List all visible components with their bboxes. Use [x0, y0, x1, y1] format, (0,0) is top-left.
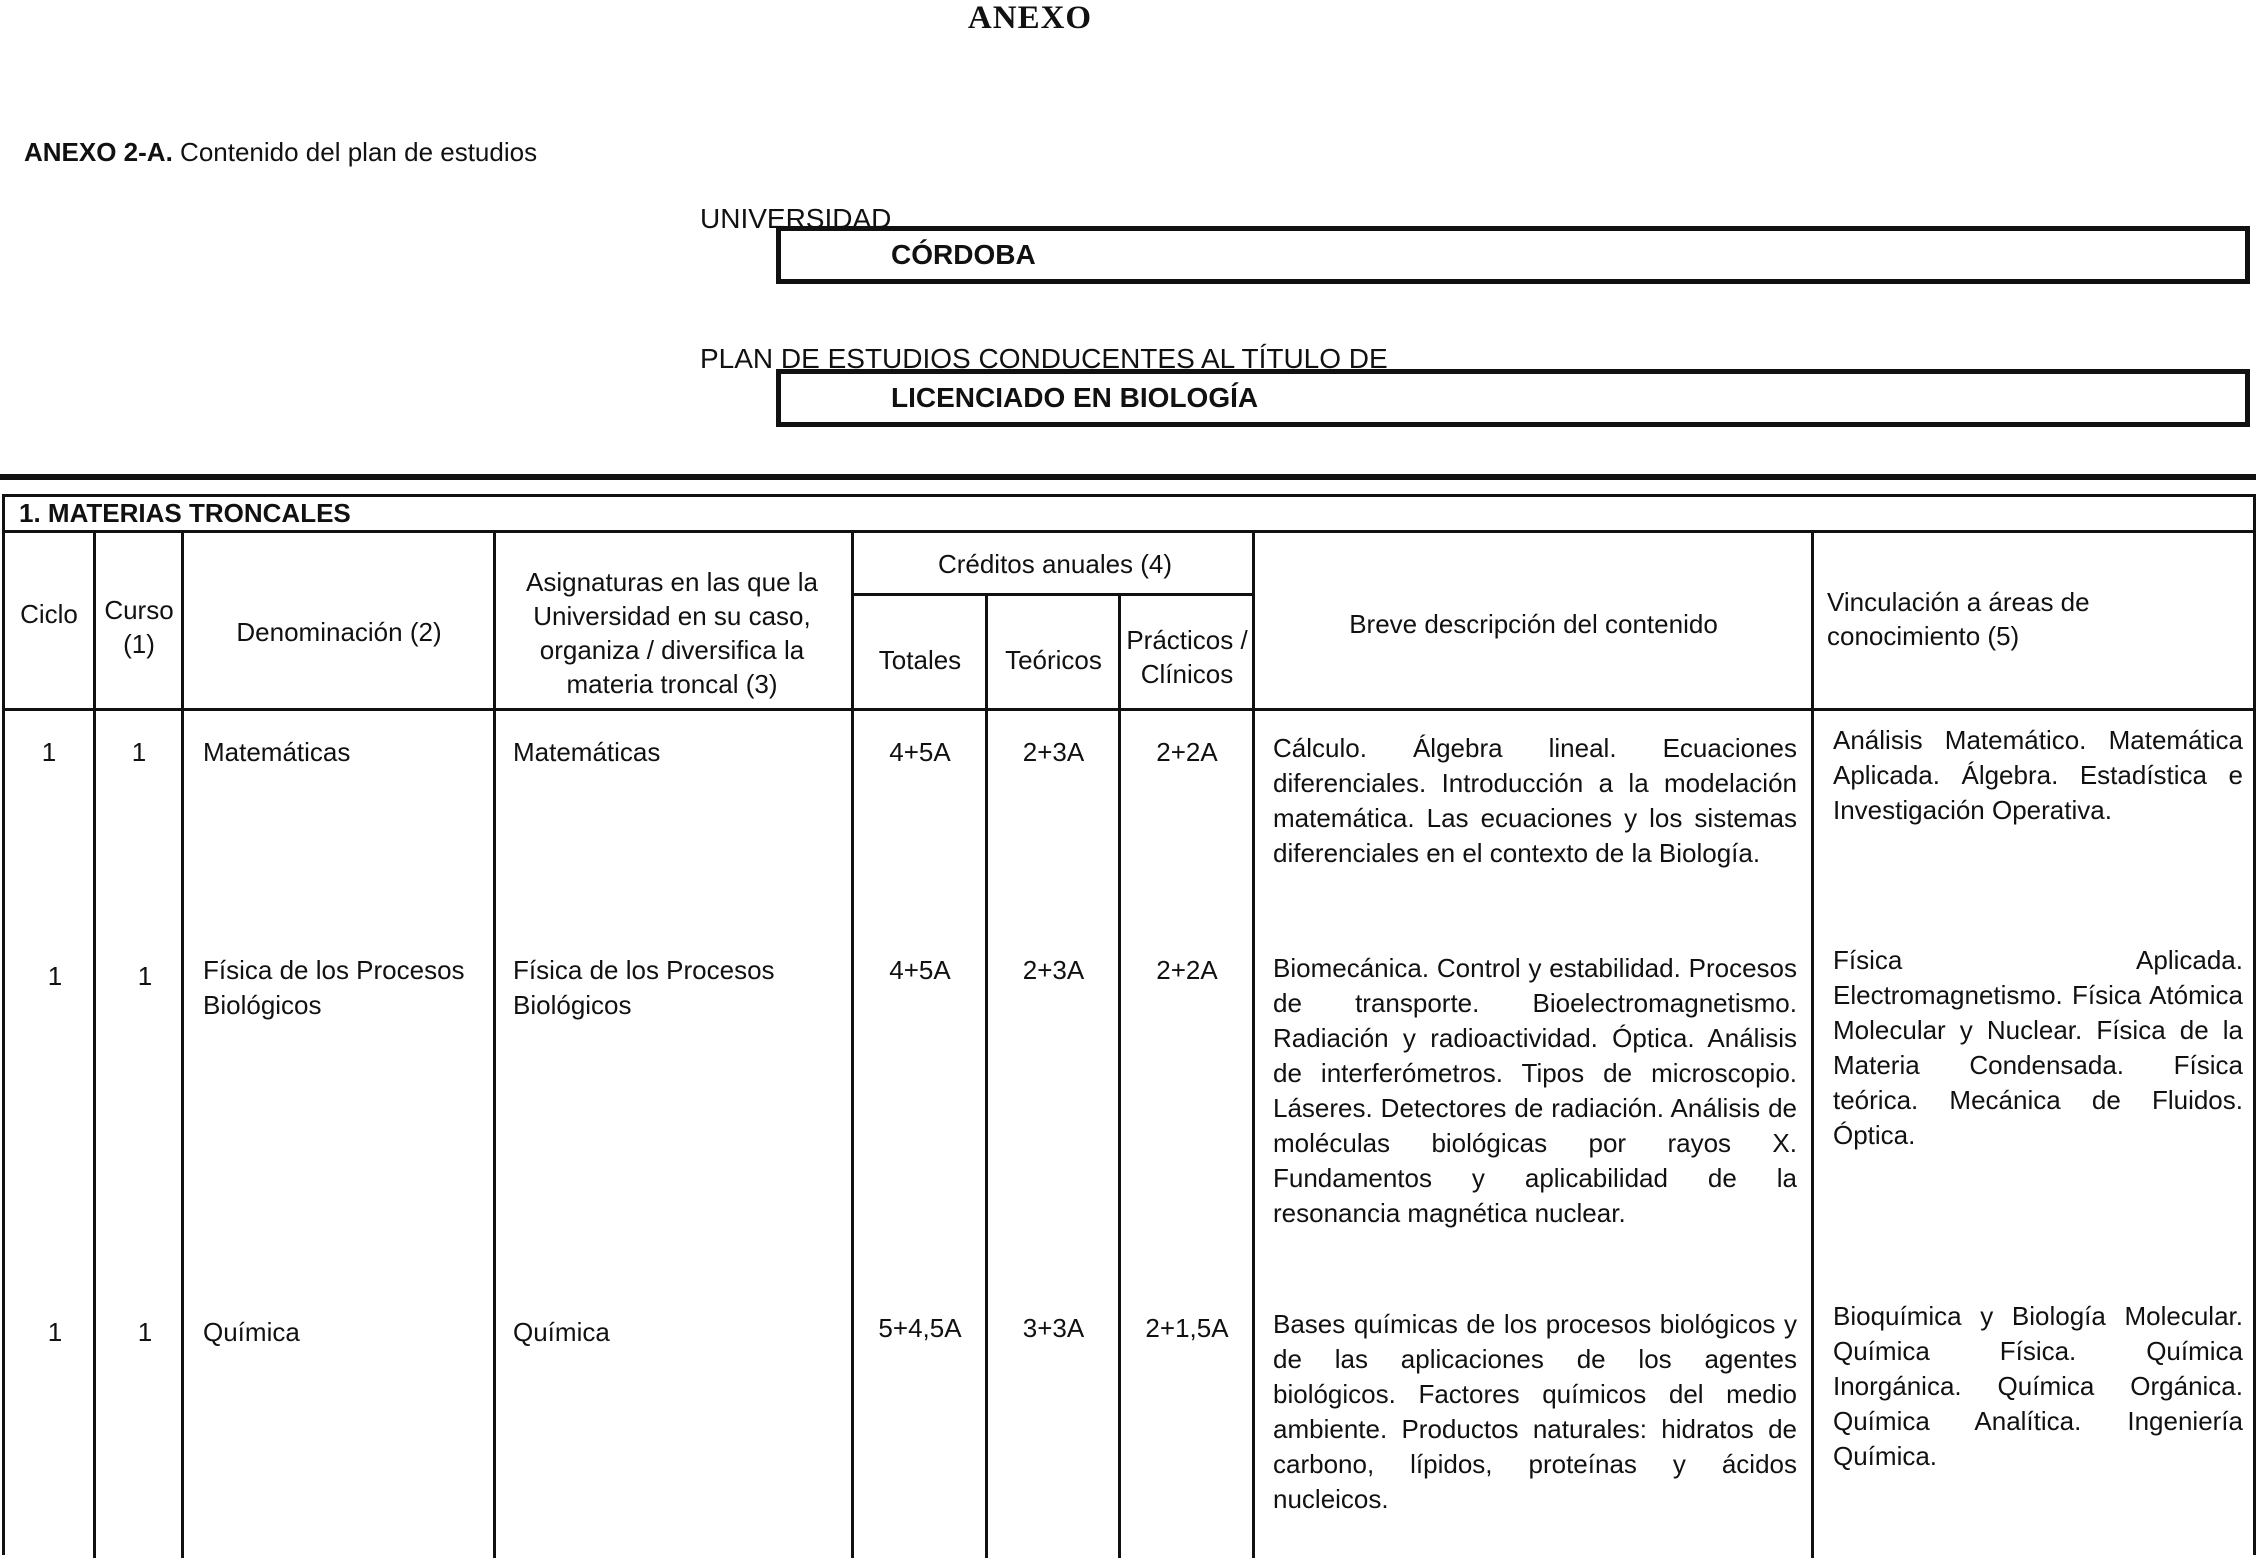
annex-text: Contenido del plan de estudios — [180, 137, 538, 167]
col-divider — [1252, 533, 1255, 1558]
header-descripcion: Breve descripción del contenido — [1349, 609, 1718, 639]
plan-box — [776, 369, 2250, 427]
col-divider — [1811, 533, 1814, 1558]
row2-denominacion: Física de los Procesos Biológicos — [203, 955, 465, 1020]
document-title: ANEXO — [967, 0, 1093, 36]
header-curso: Curso (1) — [104, 595, 174, 659]
row1-ciclo: 1 — [41, 737, 57, 767]
header-asignaturas: Asignaturas en las que la Universidad en su caso, organiza / diversifica la materia troncal (3) — [526, 567, 818, 699]
plan-label: PLAN DE ESTUDIOS CONDUCENTES AL TÍTULO DE — [700, 343, 1388, 374]
col-divider — [985, 593, 988, 1558]
row2-curso: 1 — [137, 961, 153, 991]
row2-totales: 4+5A — [889, 955, 951, 985]
col-divider — [851, 533, 854, 1558]
section-title: 1. MATERIAS TRONCALES — [5, 497, 2253, 533]
row2-vinculacion: Física Aplicada. Electromagnetismo. Física Atómica Molecular y Nuclear. Física de la Materia Condensada. Física teórica. Mecánica de Fluidos. Óptica. — [1833, 945, 2243, 1150]
university-label: UNIVERSIDAD — [700, 203, 892, 234]
row1-asignaturas: Matemáticas — [513, 737, 661, 767]
row1-teoricos: 2+3A — [1022, 737, 1085, 767]
annex-heading — [24, 137, 537, 168]
row2-practicos: 2+2A — [1156, 955, 1218, 985]
row1-totales: 4+5A — [889, 737, 951, 767]
row2-teoricos: 2+3A — [1022, 955, 1085, 985]
row1-vinculacion: Análisis Matemático. Matemática Aplicada. Álgebra. Estadística e Investigación Operativa. — [1833, 725, 2243, 825]
annex-label: ANEXO 2-A. — [24, 137, 173, 167]
row2-asignaturas: Física de los Procesos Biológicos — [513, 955, 775, 1020]
row1-descripcion: Cálculo. Álgebra lineal. Ecuaciones diferenciales. Introducción a la modelación matemática. Las ecuaciones y los sistemas diferenciales en el contexto de la Biología. — [1273, 733, 1797, 868]
row3-ciclo: 1 — [47, 1317, 63, 1347]
header-teoricos: Teóricos — [1005, 645, 1102, 675]
header-rule — [5, 708, 2253, 711]
top-rule — [0, 474, 2256, 480]
materias-table — [2, 494, 2256, 1555]
row3-practicos: 2+1,5A — [1145, 1313, 1229, 1343]
credits-subrule — [851, 593, 1255, 596]
col-divider — [93, 533, 96, 1558]
row2-ciclo: 1 — [47, 961, 63, 991]
row2-descripcion: Biomecánica. Control y estabilidad. Procesos de transporte. Bioelectromagnetismo. Radiación y radioactividad. Óptica. Análisis de interferómetros. Tipos de microscopio. Láseres. Detectores de radiación. Análisis de moléculas biológicas por rayos X. Fundamentos y aplicabilidad de la resonancia magnética nuclear. — [1273, 953, 1797, 1228]
row3-teoricos: 3+3A — [1022, 1313, 1085, 1343]
row1-practicos: 2+2A — [1156, 737, 1218, 767]
col-divider — [181, 533, 184, 1558]
plan-value: LICENCIADO EN BIOLOGÍA — [891, 382, 1259, 413]
col-divider — [1118, 593, 1121, 1558]
row3-vinculacion: Bioquímica y Biología Molecular. Química Física. Química Inorgánica. Química Orgánica. Química Analítica. Ingeniería Química. — [1833, 1301, 2243, 1471]
row3-totales: 5+4,5A — [878, 1313, 962, 1343]
row3-asignaturas: Química — [513, 1317, 610, 1347]
row3-denominacion: Química — [203, 1317, 300, 1347]
row3-curso: 1 — [137, 1317, 153, 1347]
header-vinculacion: Vinculación a áreas de conocimiento (5) — [1827, 587, 2090, 651]
row1-denominacion: Matemáticas — [203, 737, 351, 767]
header-denominacion: Denominación (2) — [236, 617, 442, 647]
university-value: CÓRDOBA — [891, 239, 1036, 270]
university-box — [776, 226, 2250, 284]
header-totales: Totales — [878, 645, 962, 675]
row3-descripcion: Bases químicas de los procesos biológicos y de las aplicaciones de los agentes biológicos. Factores químicos del medio ambiente. Productos naturales: hidratos de carbono, lípidos, proteínas y ácidos nucleicos. — [1273, 1309, 1797, 1514]
header-practicos: Prácticos / Clínicos — [1126, 625, 1248, 689]
row1-curso: 1 — [131, 737, 147, 767]
header-ciclo: Ciclo — [20, 599, 78, 629]
header-creditos: Créditos anuales (4) — [937, 549, 1173, 579]
col-divider — [493, 533, 496, 1558]
